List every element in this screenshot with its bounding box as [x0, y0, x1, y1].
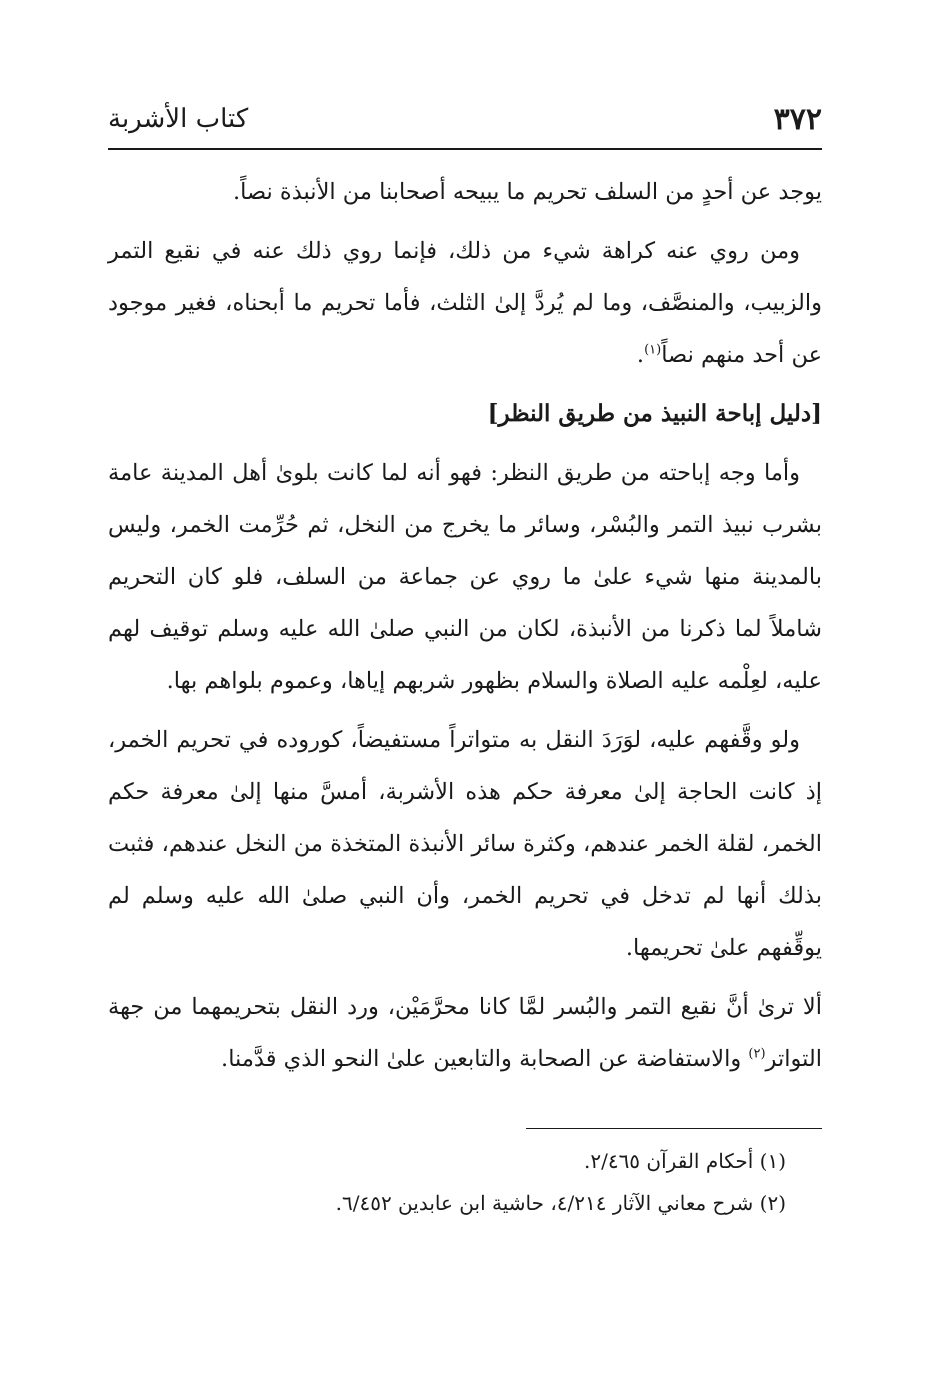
- paragraph-2-text: ومن روي عنه كراهة شيء من ذلك، فإنما روي ذلك عنه في نقيع التمر والزبيب، والمنصَّف، وما لم يُردَّ إلىٰ الثلث، فأما تحريم ما أبحناه، فغير موجود عن أحد منهم نصاً: [108, 238, 822, 368]
- header-divider: [108, 148, 822, 150]
- paragraph-2-end: .: [636, 342, 645, 368]
- paragraph-2: [108, 225, 822, 381]
- section-heading: [دليل إباحة النبيذ من طريق النظر]: [487, 400, 822, 427]
- paragraph-4: ولو وقَّفهم عليه، لوَرَدَ النقل به متواتراً مستفيضاً، كوروده في تحريم الخمر، إذ كانت الحاجة إلىٰ معرفة حكم هذه الأشربة، أمسَّ منها إلىٰ معرفة حكم الخمر، لقلة الخمر عندهم، وكثرة سائر الأنبذة المتخذة من النخل عندهم، فثبت بذلك أنها لم تدخل في تحريم الخمر، وأن النبي صلىٰ الله عليه وسلم لم يوقِّفهم علىٰ تحريمها.: [108, 727, 822, 961]
- footnote-divider: [526, 1128, 822, 1129]
- footnote-ref-2: (٢): [748, 1046, 766, 1062]
- footnote-2: (٢) شرح معاني الآثار ٤/٢١٤، حاشية ابن عابدين ٦/٤٥٢.: [335, 1191, 786, 1215]
- page-header: [108, 98, 822, 146]
- footnote-ref-1: (١): [644, 342, 662, 358]
- page-number: ٣٧٢: [773, 102, 822, 137]
- paragraph-5: [108, 981, 822, 1085]
- main-text: [108, 166, 822, 1092]
- paragraph-5-text-a: ألا ترىٰ أنَّ نقيع التمر والبُسر لمَّا كانا محرَّمَيْن، ورد النقل بتحريمهما من جهة التواتر: [108, 994, 822, 1072]
- footnotes: [108, 1140, 822, 1224]
- paragraph-3: وأما وجه إباحته من طريق النظر: فهو أنه لما كانت بلوىٰ أهل المدينة عامة بشرب نبيذ التمر والبُسْر، وسائر ما يخرج من النخل، ثم حُرِّمت الخمر، وليس بالمدينة منها شيء علىٰ ما روي عن جماعة من السلف، فلو كان التحريم شاملاً لما ذكرنا من الأنبذة، لكان من النبي صلىٰ الله عليه وسلم توقيف لهم عليه، لعِلْمه عليه الصلاة والسلام بظهور شربهم إياها، وعموم بلواهم بها.: [108, 460, 822, 694]
- paragraph-5-text-b: والاستفاضة عن الصحابة والتابعين علىٰ النحو الذي قدَّمنا.: [221, 1046, 749, 1072]
- paragraph-1: يوجد عن أحدٍ من السلف تحريم ما يبيحه أصحابنا من الأنبذة نصاً.: [232, 179, 822, 205]
- footnote-1: (١) أحكام القرآن ٢/٤٦٥.: [583, 1149, 786, 1173]
- running-title: كتاب الأشربة: [108, 104, 249, 134]
